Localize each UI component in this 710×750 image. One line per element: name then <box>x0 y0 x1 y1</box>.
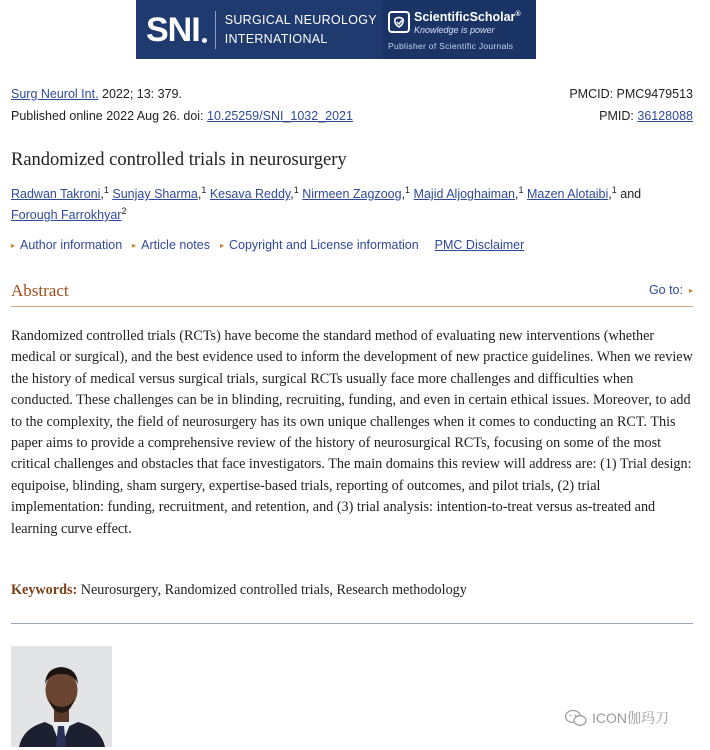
watermark <box>564 708 669 728</box>
author-information-toggle[interactable] <box>11 238 122 252</box>
pmc-disclaimer-link[interactable]: PMC Disclaimer <box>434 238 525 252</box>
article-info-links <box>11 238 524 252</box>
sni-dot <box>202 38 207 43</box>
published-date: Published online 2022 Aug 26. doi: <box>11 109 207 123</box>
author-information-label: Author information <box>20 238 123 252</box>
author-link[interactable]: Kesava Reddy <box>209 187 291 201</box>
author-link[interactable]: Radwan Takroni <box>11 187 101 201</box>
journal-name <box>225 11 377 49</box>
author-link[interactable]: Majid Aljoghaiman <box>413 187 515 201</box>
goto-menu[interactable] <box>649 283 693 297</box>
author-portrait <box>11 646 112 747</box>
triangle-right-icon: ▸ <box>132 240 137 250</box>
triangle-right-icon: ▸ <box>688 285 693 295</box>
sni-divider <box>215 11 216 49</box>
author-link[interactable]: Nirmeen Zagzoog <box>302 187 402 201</box>
article-title: Randomized controlled trials in neurosurgery <box>11 150 347 170</box>
pmid-label: PMID: <box>599 109 638 123</box>
pmid-line <box>599 109 693 123</box>
abstract-text: Randomized controlled trials (RCTs) have become the standard method of evaluating new interventions (whether medical or surgical), and the best evidence used to inform the development of new practice guidelines. When we review the history of medical versus surgical trials, surgical RCTs usually face more challenges and difficulties when conducted. These challenges can be in blinding, recruiting, funding, and even in certain ethical issues. Moreover, to add to the complexity, the field of neurosurgery has its own unique challenges when it comes to conducting an RCT. This paper aims to provide a comprehensive review of the history of neurosurgical RCTs, focusing on some of the most critical challenges and obstacles that face investigators. The main domains this review will address are: (1) Trial design: equipoise, blinding, sham surgery, expertise-based trials, reporting of outcomes, and pilot trials, (2) trial implementation: funding, recruitment, and retention, and (3) trial analysis: intention-to-treat versus as-treated and learning curve effect. <box>11 328 693 537</box>
author-affiliation: 2 <box>121 205 127 216</box>
wechat-icon <box>564 709 588 727</box>
author-list: Radwan Takroni,$^1$ Sunjay Sharma,$^1$ Kesava Reddy,$^1$ Nirmeen Zagzoog,$^1$ Majid Aljoghaiman,$^1$ Mazen Alotaibi,$^1$ and Forough Farrokhyar$^2$ <box>11 184 642 222</box>
journal-name-line2: INTERNATIONAL <box>224 31 328 46</box>
registered-mark: ® <box>515 11 521 19</box>
doi-link[interactable]: 10.25259/SNI_1032_2021 <box>207 109 353 123</box>
triangle-right-icon: ▸ <box>11 240 16 250</box>
publisher-name: ScientificScholar <box>414 10 516 25</box>
article-notes-toggle[interactable] <box>132 238 210 252</box>
publisher-tagline: Knowledge is power <box>414 24 495 35</box>
sni-logo <box>136 0 382 59</box>
watermark-text: ICON伽玛刀 <box>592 710 669 726</box>
author-affiliation: 1 <box>405 184 411 195</box>
copyright-label: Copyright and License information <box>228 238 419 252</box>
journal-link[interactable]: Surg Neurol Int. <box>11 87 99 101</box>
goto-label: Go to: <box>648 283 683 297</box>
author-link[interactable]: Mazen Alotaibi <box>526 187 609 201</box>
published-line <box>11 109 353 123</box>
volume-info: 2022; 13: 379. <box>98 87 182 101</box>
sni-mark: SNI <box>146 10 200 49</box>
keywords-values: Neurosurgery, Randomized controlled trials, Research methodology <box>77 582 467 598</box>
copyright-toggle[interactable] <box>220 238 419 252</box>
abstract-divider <box>11 306 693 307</box>
keywords-label: Keywords: <box>11 582 78 598</box>
triangle-right-icon: ▸ <box>219 240 224 250</box>
author-link[interactable]: Sunjay Sharma <box>112 187 198 201</box>
author-affiliation: 1 <box>103 184 109 195</box>
journal-name-line1: SURGICAL NEUROLOGY <box>224 12 377 27</box>
citation-line <box>11 87 182 101</box>
author-affiliation: 1 <box>518 184 524 195</box>
publisher-logo <box>382 0 536 59</box>
author-affiliation: 1 <box>201 184 207 195</box>
pmcid: PMCID: PMC9479513 <box>569 87 693 101</box>
pmid-link[interactable]: 36128088 <box>637 109 693 123</box>
and-word: and <box>620 187 642 201</box>
journal-banner[interactable] <box>136 0 536 59</box>
publisher-logo-icon <box>388 11 410 33</box>
section-divider <box>11 623 693 624</box>
author-link[interactable]: Forough Farrokhyar <box>11 208 122 222</box>
author-affiliation: 1 <box>611 184 617 195</box>
author-affiliation: 1 <box>293 184 299 195</box>
keywords-line <box>11 582 467 599</box>
abstract-heading: Abstract <box>11 281 69 300</box>
article-notes-label: Article notes <box>141 238 210 252</box>
publisher-subtitle: Publisher of Scientific Journals <box>388 40 514 51</box>
